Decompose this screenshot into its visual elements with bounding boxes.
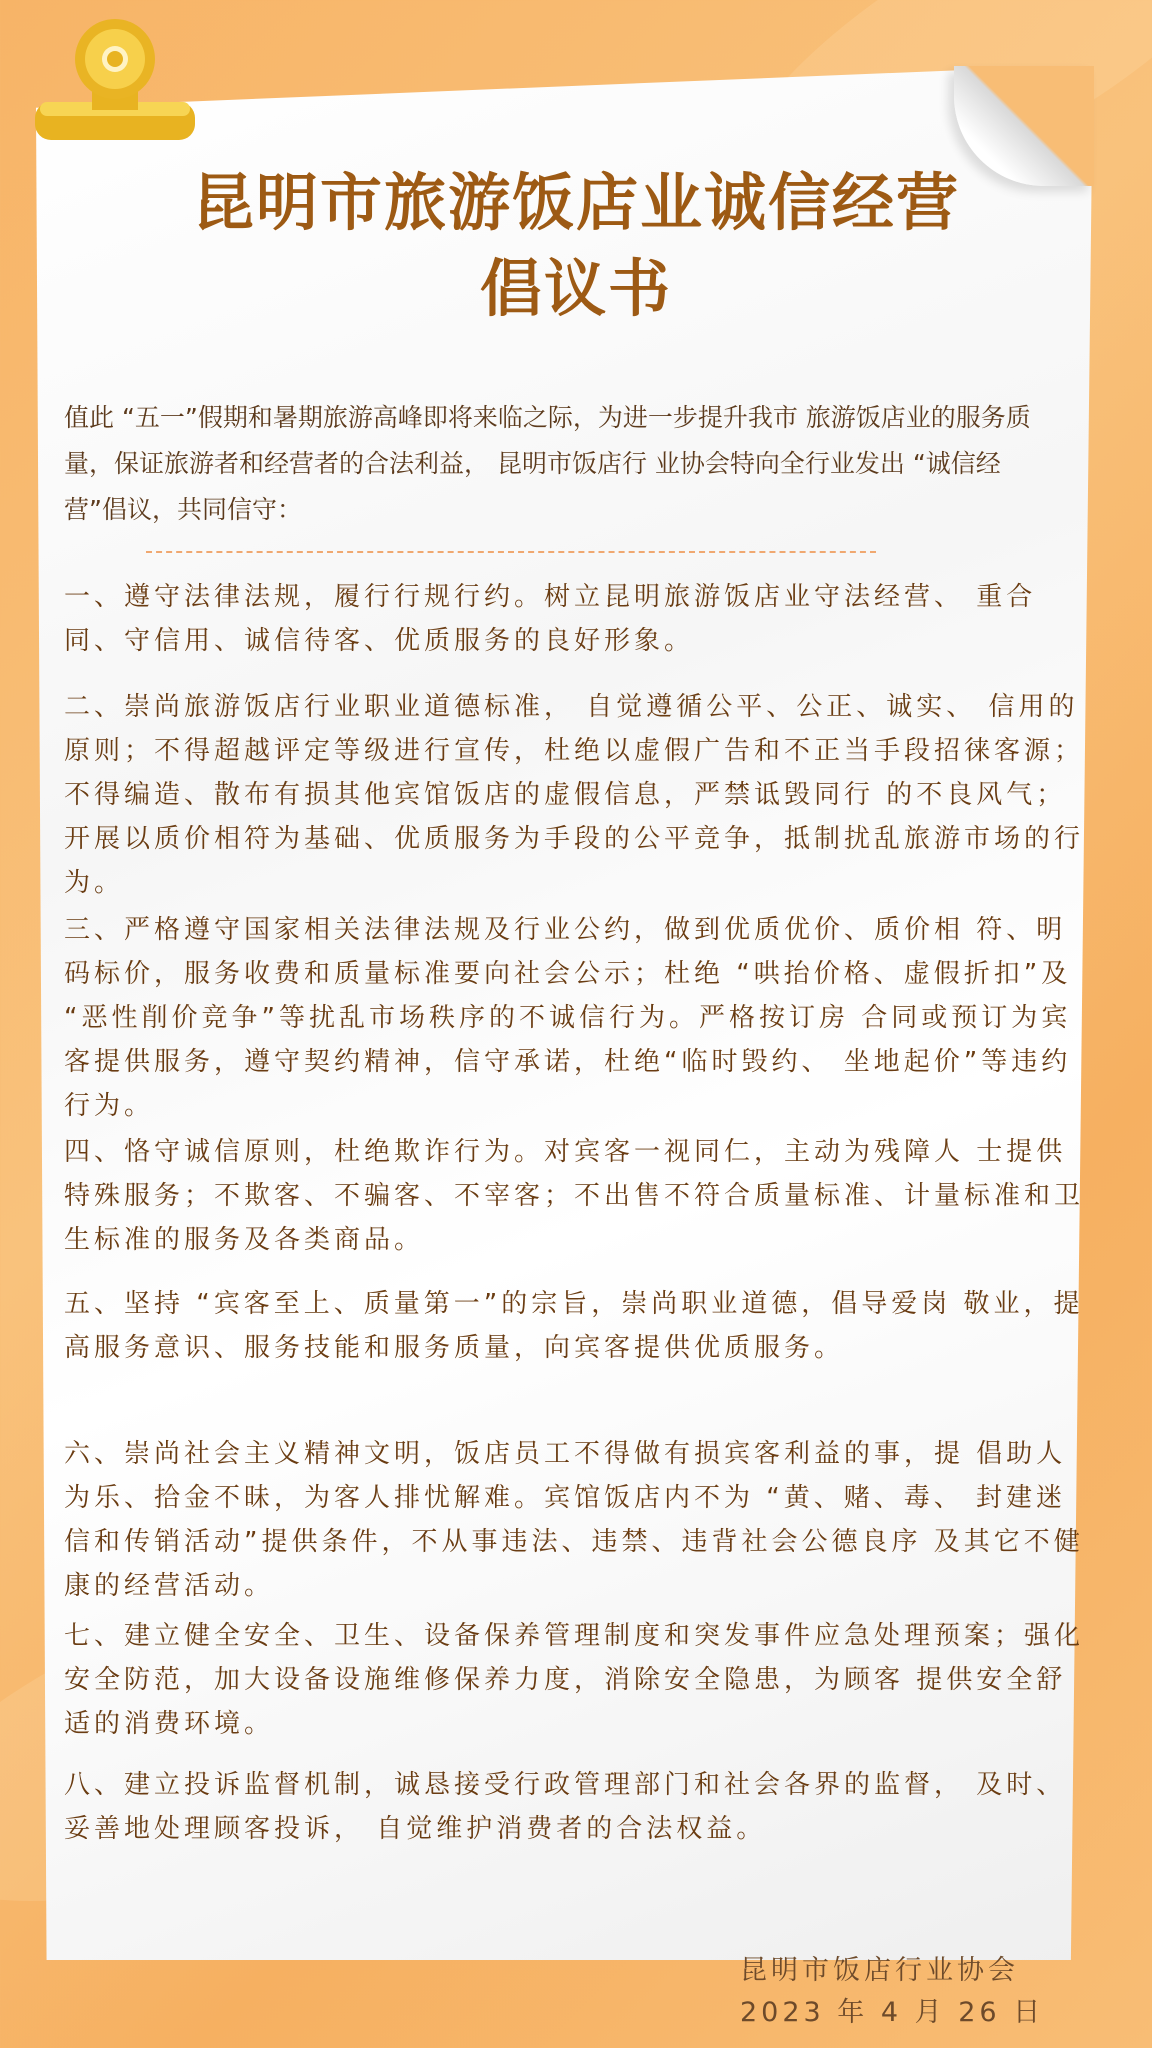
title-line-2: 倡议书 (479, 252, 672, 325)
paper-clip-icon (30, 14, 200, 149)
clause-4: 四、恪守诚信原则，杜绝欺诈行为。对宾客一视同仁，主动为残障人 士提供特殊服务；不欺客、不骗客、不宰客；不出售不符合质量标准、计量标准和卫生标准的服务及各类商品。 (64, 1137, 1085, 1255)
intro-paragraph: 值此 “五一”假期和暑期旅游高峰即将来临之际，为进一步提升我市 旅游饭店业的服务质量，保证旅游者和经营者的合法利益， 昆明市饭店行 业协会特向全行业发出 “诚信经营”倡议，共同信守： (64, 403, 1031, 524)
clause-8: 八、建立投诉监督机制，诚恳接受行政管理部门和社会各界的监督， 及时、妥善地处理顾客投诉， 自觉维护消费者的合法权益。 (64, 1770, 1067, 1844)
page-title (0, 160, 1152, 332)
clause-3: 三、严格遵守国家相关法律法规及行业公约，做到优质优价、质价相 符、明码标价，服务收费和质量标准要向社会公示；杜绝 “哄抬价格、虚假折扣”及 “恶性削价竞争”等扰乱市场秩序的不诚信行为。严格按订房 合同或预订为宾客提供服务，遵守契约精神，信守承诺，杜绝“临时毁约、 坐地起价”等违约行为。 (64, 915, 1072, 1121)
dashed-divider (146, 551, 876, 553)
clause-2: 二、崇尚旅游饭店行业职业道德标准， 自觉遵循公平、公正、诚实、 信用的原则；不得超越评定等级进行宣传，杜绝以虚假广告和不正当手段招徕客源；不得编造、散布有损其他宾馆饭店的虚假信息，严禁诋毁同行 的不良风气；开展以质价相符为基础、优质服务为手段的公平竞争，抵制扰乱旅游市场的行为。 (64, 692, 1085, 898)
signature-date: 2023 年 4 月 26 日 (740, 1997, 1045, 2028)
signature-organization: 昆明市饭店行业协会 (740, 1955, 1019, 1986)
clause-5: 五、坚持 “宾客至上、质量第一”的宗旨，崇尚职业道德，倡导爱岗 敬业，提高服务意识、服务技能和服务质量，向宾客提供优质服务。 (64, 1289, 1084, 1363)
clause-1: 一、遵守法律法规，履行行规行约。树立昆明旅游饭店业守法经营、 重合同、守信用、诚信待客、优质服务的良好形象。 (64, 582, 1037, 656)
clause-7: 七、建立健全安全、卫生、设备保养管理制度和突发事件应急处理预案；强化安全防范，加大设备设施维修保养力度，消除安全隐患，为顾客 提供安全舒适的消费环境。 (64, 1621, 1085, 1739)
clause-6: 六、崇尚社会主义精神文明，饭店员工不得做有损宾客利益的事，提 倡助人为乐、拾金不昧，为客人排忧解难。宾馆饭店内不为 “黄、赌、毒、 封建迷信和传销活动”提供条件，不从事违法、违禁、违背社会公德良序 及其它不健康的经营活动。 (64, 1439, 1084, 1601)
title-line-1: 昆明市旅游饭店业诚信经营 (191, 166, 960, 239)
